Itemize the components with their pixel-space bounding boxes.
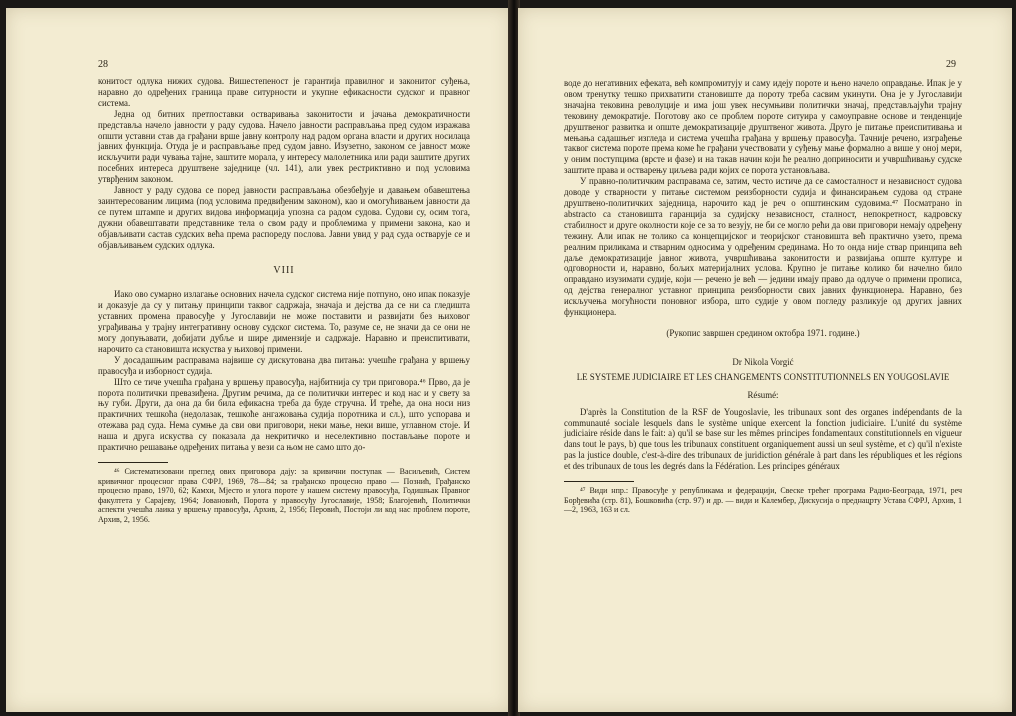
completion-note: (Рукопис завршен средином октобра 1971. године.) — [666, 327, 860, 338]
right-page — [518, 8, 1012, 712]
page-number: 29 — [946, 59, 956, 70]
footnote: ⁴⁶ Систематизовани преглед ових приговора дају: за кривични поступак — Васиљевић, Систем кривичног процесног права СФРЈ, 1969, 78—84; за грађанско процесно право — Познић, Грађанско процесно право, 1970, 62; Камхи, Мјесто и улога пороте у нашем систему правосуђа, Годишњак Правног факултета у Сарајеву, 1964; Јовановић, Порота у правосуђу Југославије, 1958; Благојевић, Политички аспекти учешћа лаика у вршењу правосуђа, Архив, 2, 1956; Перовић, Постоји ли код нас проблем пороте, Архив, 2, 1956. — [98, 467, 470, 524]
paragraph: Јавност у раду судова се поред јавности расправљања обезбеђује и давањем обавештења заинтересованим лицима (под условима предвиђеним законом), као и омогућивањем јавности да се путем штампе и других видова информација упозна са радом судова. Судови су, осим тога, дужни обавештавати представнике тела о свом раду и проблемима у примени закона, као и објављивати састав судских већа према распореду послова. Јавни увид у рад суда остварује се и објављивањем судских одлука. — [98, 185, 470, 250]
right-page-body — [564, 78, 962, 515]
page-number: 28 — [98, 59, 108, 70]
resume-heading: Résumé: — [747, 389, 779, 400]
paragraph: У досадашњим расправама највише су дискутована два питања: учешће грађана у вршењу правосуђа и изборност судија. — [98, 354, 470, 376]
resume-title: LE SYSTEME JUDICIAIRE ET LES CHANGEMENTS CONSTITUTIONNELS EN YOUGOSLAVIE — [576, 371, 950, 382]
paragraph: У правно-политичким расправама се, затим, често истиче да се самосталност и независност судова доводе у стварности у питање системом реизборности судија и финансирањем судова од стране друштвено-политичких заједница, нарочито кад је реч о општинским судовима.⁴⁷ Посматрано in abstracto са становишта гаранција за судијску независност, сталност, непокретност, кадровску стабилност и друге околности које се за то везују, не би се могло рећи да ови приговори немају одређену тежину. Али ипак не толико са концепцијског и теоријског становишта већ практично узето, према реалним приликама и стварним односима у одређеним срединама. Но то онда није ствар принципа већ даље демократизације јавног живота, учвршћивања законитости и развијања опште културе и одговорности и, наравно, бољих материјалних услова. Крупно је питање колико би начелно било оправдано изузимати судије, који — речено је већ — једини имају право да одлуче о примени прописа, од дејства генералног уставног принципа реизборности свих јавних функционера. Наравно, без искључења могућности поновног избора, што судије у овом погледу разликује од других јавних функционера. — [564, 176, 962, 318]
left-page — [6, 8, 510, 712]
chapter-heading: VIII — [273, 264, 295, 276]
paragraph: Иако ово сумарно излагање основних начела судског система није потпуно, оно ипак показује и доказује да су у питању принципи таквог садржаја, значаја и дејства да се ни са гледишта уставних промена правосуђе у Југославији не може поставити и развијати без њиховог уграђивања у трајну интегративну основу судског система. То, разуме се, не значи да се они не могу допуњавати, добијати дубље и шире димензије и садржаје. Наравно и преиспитивати, нарочито са становишта искуства у њиховој примени. — [98, 289, 470, 354]
resume-paragraph: D'après la Constitution de la RSF de Yougoslavie, les tribunaux sont des organes indépendants de la communauté sociale lesquels dans le système unique exercent la fonction judiciaire. L'unité du système judiciaire réside dans le fait: a) qu'il se base sur les mêmes principes fondamentaux constitutionnels en vigueur dans tout le pays, b) que tous les tribunaux constituent organiquement aussi un seul système, et c) qu'il n'existe pas la justice double, c'est-à-dire des tribunaux de juridiction générale à part dans les républiques et les régions et des tribunaux de tous les degrés dans la Fédération. Les principes généraux — [564, 406, 962, 472]
paragraph: воде до негативних ефеката, већ компромитују и саму идеју пороте и њено начело оправдање. Ипак је у овом тренутку тешко прихватити становиште да пороту треба сасвим укинути. Она је у Југославији значајна тековина револуције и има још увек несумњиви политички значај, представљајући трајну тековину демократије. Поготову ако се проблем пороте ситуира у самоуправне основе и тенденције друштвеног развитка и опште демократизације друштвеног живота. Друго је питање преиспитивања и мењања садашњег изгледа и система учешћа грађана у вршењу правосуђа. Тачније речено, изграђење таквог система пороте према коме ће грађани учествовати у суђењу мање формално а више у оној мери, у оним поступцима (врсте и фазе) и на такав начин који ће реално доприносити и учвршћивању судске заштите права и остварењу циљева ради којих се порота установљава. — [564, 78, 962, 176]
footnote: ⁴⁷ Види нпр.: Правосуђе у републикама и федерацији, Свеске трећег програма Радио-Београда, 1971, реч Борђевића (стр. 81), Бошковића (стр. 97) и др. — види и Калембер, Дискусија о преднацрту Устава СФРЈ, Архив, 1—2, 1963, 163 и сл. — [564, 486, 962, 515]
footnote-rule — [564, 481, 634, 482]
paragraph: Једна од битних претпоставки остваривања законитости и јачања демократичности представља начело јавности у раду судова. Начело јавности расправљања пред судом изражава општи уставни став да грађани врше јавну контролу над радом органа власти и других носилаца јавних функција. Отуда је и расправљање пред судом јавно. Изузетно, законом се јавност може искључити ради чувања тајне, заштите морала, у интересу малолетника или ради заштите других посебних интереса друштвене заједнице (чл. 141), али увек рестриктивно и под условима утврђеним законом. — [98, 108, 470, 185]
paragraph: конитост одлука нижих судова. Вишестепеност је гарантија правилног и законитог суђења, наравно до одређених граница праве ситурности и укупне ефикасности судског и правног система. — [98, 76, 470, 108]
resume-author: Dr Nikola Vorgić — [732, 356, 794, 367]
footnote-rule — [98, 462, 168, 463]
paragraph: Што се тиче учешћа грађана у вршењу правосуђа, најбитнија су три приговора.⁴⁶ Прво, да је порота политички превазиђена. Другим речима, да се политички интерес и код нас и у свету за њу губи. Други, да она да би била ефикасна треба да буде стручна. И треће, да она носи низ практичних тешкоћа (недолазак, тешкоће ангажовања судија поротника и сл.), што успорава и отежава рад суда. Нема сумње да сви ови приговори, неки мање, неки више, углавном стоје. И наша и друга искуства су показала да некритичко и неселективно постављање пороте и практично решавање одређених питања у вези са њом не само што до- — [98, 376, 470, 453]
left-page-body — [98, 76, 470, 525]
